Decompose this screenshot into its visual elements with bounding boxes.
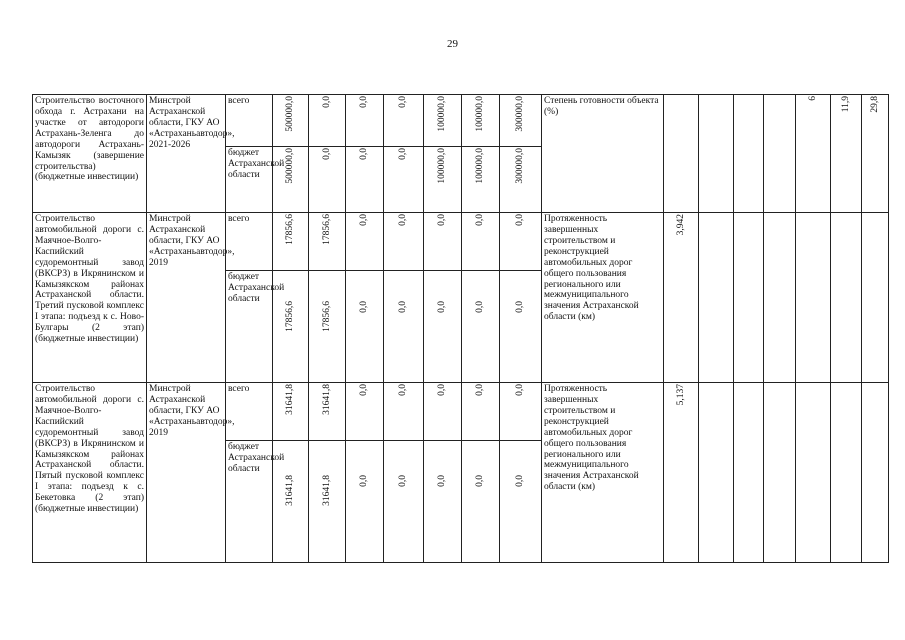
target-cell: 3,942	[664, 213, 699, 383]
amount-cell: 0,0	[424, 271, 462, 383]
amount-cell: 300000,0	[500, 95, 542, 147]
project-name: Строительство автомобильной дороги с. Маячное-Волго-Каспийский судоремонтный завод (ВКСРЗ) в Икрянинском и Камызякском районах Астраханской области. Пятый пусковой комплекс I этапа: подъезд к с. Бекетовка (2 этап) (бюджетные инвестиции)	[33, 383, 147, 563]
funding-source: всего	[226, 213, 273, 271]
amount-cell: 0,0	[500, 213, 542, 271]
amount-cell: 0,0	[384, 95, 424, 147]
amount-cell: 100000,0	[424, 95, 462, 147]
amount-cell: 0,0	[309, 147, 346, 213]
amount-cell: 17856,6	[309, 271, 346, 383]
target-cell	[699, 95, 734, 213]
target-cell	[831, 383, 862, 563]
funding-source: бюджет Астраханской области	[226, 271, 273, 383]
amount-cell: 0,0	[462, 213, 500, 271]
amount-cell: 31641,8	[309, 441, 346, 563]
target-cell	[699, 383, 734, 563]
amount-cell: 17856,6	[273, 213, 309, 271]
amount-cell: 500000,0	[273, 147, 309, 213]
amount-cell: 17856,6	[309, 213, 346, 271]
amount-cell: 0,0	[424, 441, 462, 563]
target-cell	[796, 383, 831, 563]
amount-cell: 0,0	[462, 383, 500, 441]
indicator: Степень готовности объекта (%)	[542, 95, 664, 213]
target-cell: 29,8	[862, 95, 889, 213]
funding-source: бюджет Астраханской области	[226, 147, 273, 213]
table-row	[33, 95, 889, 147]
amount-cell: 0,0	[462, 441, 500, 563]
amount-cell: 500000,0	[273, 95, 309, 147]
amount-cell: 17856,6	[273, 271, 309, 383]
amount-cell: 300000,0	[500, 147, 542, 213]
funding-source: бюджет Астраханской области	[226, 441, 273, 563]
amount-cell: 100000,0	[462, 95, 500, 147]
target-cell	[831, 213, 862, 383]
amount-cell: 0,0	[384, 147, 424, 213]
target-cell	[862, 213, 889, 383]
project-name: Строительство восточного обхода г. Астрахани на участке от автодороги Астрахань-Зеленга до автодороги Астрахань-Камызяк (завершение строительства) (бюджетные инвестиции)	[33, 95, 147, 213]
funding-source: всего	[226, 95, 273, 147]
amount-cell: 31641,8	[309, 383, 346, 441]
amount-cell: 0,0	[309, 95, 346, 147]
target-cell: 5,137	[664, 383, 699, 563]
amount-cell: 0,0	[346, 147, 384, 213]
target-cell	[699, 213, 734, 383]
amount-cell: 0,0	[500, 271, 542, 383]
amount-cell: 31641,8	[273, 383, 309, 441]
indicator: Протяженность завершенных строительством и реконструкцией автомобильных дорог общего пользования регионального или межмуниципального значения Астраханской области (км)	[542, 213, 664, 383]
table-row	[33, 383, 889, 441]
target-cell	[734, 213, 764, 383]
amount-cell: 100000,0	[424, 147, 462, 213]
amount-cell: 0,0	[384, 383, 424, 441]
target-cell: 6	[796, 95, 831, 213]
target-cell	[764, 213, 796, 383]
project-name: Строительство автомобильной дороги с. Маячное-Волго-Каспийский судоремонтный завод (ВКСРЗ) в Икрянинском и Камызякском районах Астраханской области. Третий пусковой комплекс I этапа: подъезд к с. Ново-Булгары (2 этап) (бюджетные инвестиции)	[33, 213, 147, 383]
program-table	[32, 94, 889, 563]
amount-cell: 0,0	[500, 383, 542, 441]
target-cell	[734, 383, 764, 563]
page-number: 29	[447, 38, 458, 50]
amount-cell: 31641,8	[273, 441, 309, 563]
target-cell	[862, 383, 889, 563]
target-cell	[664, 95, 699, 213]
amount-cell: 0,0	[384, 441, 424, 563]
amount-cell: 0,0	[346, 383, 384, 441]
executor: Минстрой Астраханской области, ГКУ АО «Астраханьавтодор», 2021-2026	[147, 95, 226, 213]
target-cell	[796, 213, 831, 383]
funding-source: всего	[226, 383, 273, 441]
amount-cell: 0,0	[424, 213, 462, 271]
amount-cell: 0,0	[346, 271, 384, 383]
amount-cell: 0,0	[462, 271, 500, 383]
target-cell	[734, 95, 764, 213]
amount-cell: 0,0	[500, 441, 542, 563]
table-row	[33, 213, 889, 271]
indicator: Протяженность завершенных строительством и реконструкцией автомобильных дорог общего пользования регионального или межмуниципального значения Астраханской области (км)	[542, 383, 664, 563]
amount-cell: 0,0	[384, 213, 424, 271]
amount-cell: 0,0	[346, 441, 384, 563]
amount-cell: 0,0	[346, 213, 384, 271]
target-cell: 11,9	[831, 95, 862, 213]
target-cell	[764, 95, 796, 213]
amount-cell: 0,0	[384, 271, 424, 383]
amount-cell: 0,0	[424, 383, 462, 441]
executor: Минстрой Астраханской области, ГКУ АО «Астраханьавтодор», 2019	[147, 383, 226, 563]
executor: Минстрой Астраханской области, ГКУ АО «Астраханьавтодор», 2019	[147, 213, 226, 383]
amount-cell: 0,0	[346, 95, 384, 147]
target-cell	[764, 383, 796, 563]
amount-cell: 100000,0	[462, 147, 500, 213]
